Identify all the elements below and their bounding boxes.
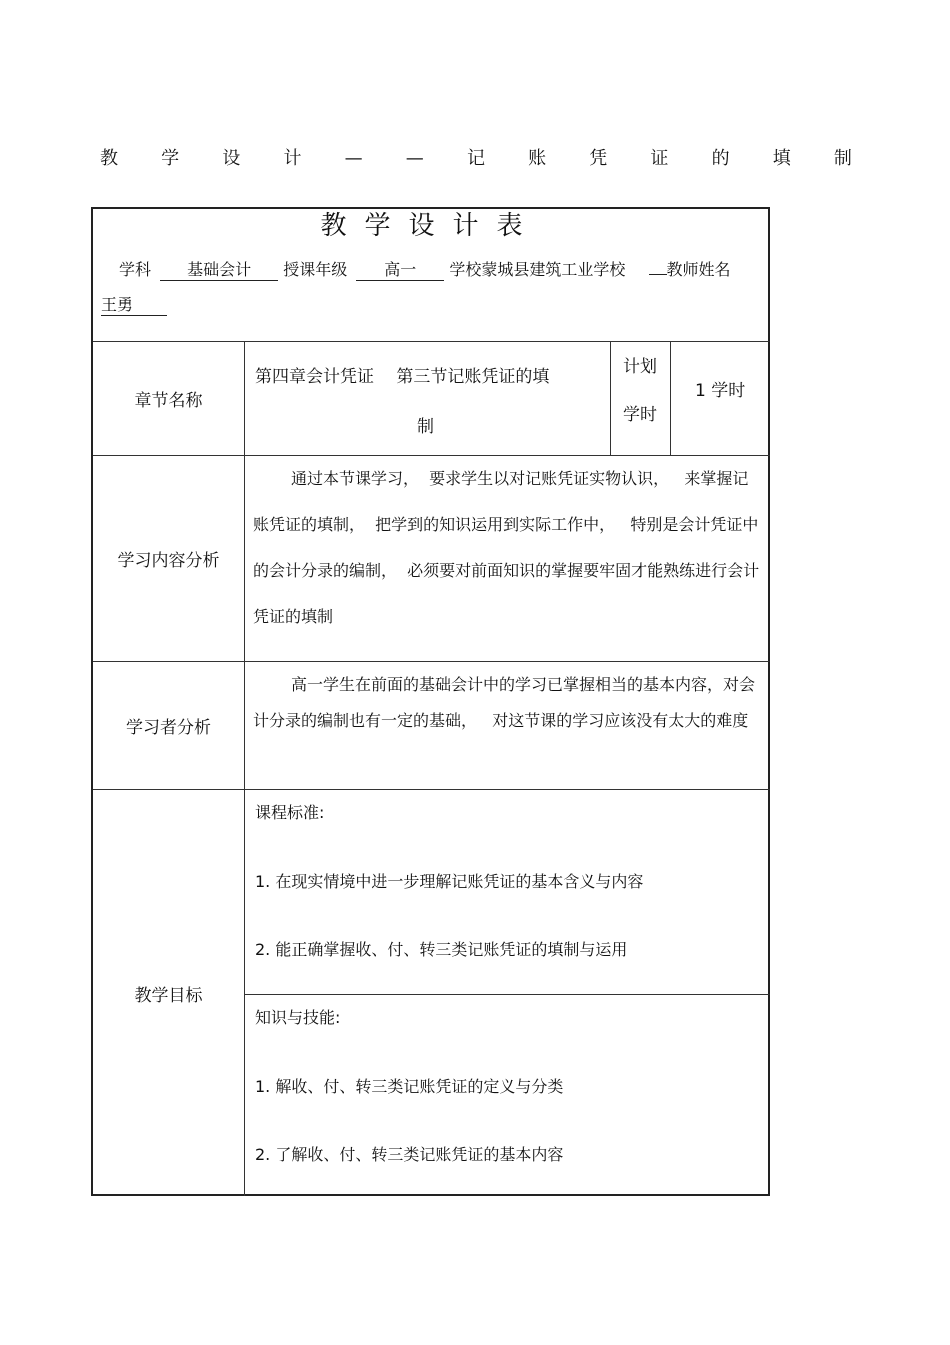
content-analysis-label: 学习内容分析 <box>117 551 220 571</box>
title-char: 凭 <box>589 148 608 169</box>
chapter-label: 章节名称 <box>134 391 203 411</box>
blank-underline <box>649 274 667 275</box>
title-char: 计 <box>283 148 302 169</box>
content-analysis-text: 通过本节课学习， 要求学生以对记账凭证实物认识， 来掌握记账凭证的填制， 把学到的知识运用到实际工作中， 特别是会计凭证中的会计分录的编制， 必须要对前面知识的掌握要牢固才能熟练进行会计凭证的填制 <box>253 469 760 626</box>
curriculum-standards <box>245 790 770 994</box>
plan-hours-value <box>671 342 770 455</box>
plan-label-line2: 学时 <box>623 405 657 425</box>
title-char: 账 <box>528 148 547 169</box>
chapter-name <box>245 342 610 455</box>
teaching-design-table <box>91 207 770 1196</box>
title-char: — <box>405 148 424 169</box>
info-line <box>119 260 731 281</box>
title-char: 证 <box>650 148 669 169</box>
table-title: 教学设计表 <box>320 211 541 241</box>
knowledge-skills <box>245 995 770 1196</box>
curriculum-item: 2. 能正确掌握收、付、转三类记账凭证的填制与运用 <box>255 940 628 959</box>
title-char: 教 <box>100 148 118 169</box>
school-label: 学校 <box>449 260 482 279</box>
title-char: 设 <box>222 148 241 169</box>
learner-analysis-label: 学习者分析 <box>126 718 211 738</box>
plan-hours-label <box>611 342 670 455</box>
chapter-name-line2: 制 <box>417 417 434 437</box>
teacher-line <box>101 295 167 316</box>
skills-item: 1. 解收、付、转三类记账凭证的定义与分类 <box>255 1077 564 1096</box>
title-char: 的 <box>711 148 730 169</box>
curriculum-title: 课程标准: <box>255 803 325 822</box>
title-char: 填 <box>772 148 791 169</box>
title-char: — <box>344 148 363 169</box>
skills-item: 2. 了解收、付、转三类记账凭证的基本内容 <box>255 1145 564 1164</box>
grade-label: 授课年级 <box>283 260 348 279</box>
subject-label: 学科 <box>119 260 152 279</box>
chapter-name-line1: 第四章会计凭证 第三节记账凭证的填 <box>255 367 550 387</box>
curriculum-item: 1. 在现实情境中进一步理解记账凭证的基本含义与内容 <box>255 872 644 891</box>
plan-value-text: 1 学时 <box>695 381 746 401</box>
grade-value: 高一 <box>356 260 444 281</box>
learner-analysis-text: 高一学生在前面的基础会计中的学习已掌握相当的基本内容，对会计分录的编制也有一定的基础， 对这节课的学习应该没有太大的难度 <box>253 675 756 730</box>
subject-value: 基础会计 <box>160 260 278 281</box>
title-char: 制 <box>833 148 852 169</box>
plan-label-line1: 计划 <box>623 357 657 377</box>
title-char: 学 <box>161 148 180 169</box>
teacher-label: 教师姓名 <box>666 260 731 279</box>
skills-title: 知识与技能: <box>255 1008 341 1027</box>
school-value: 蒙城县建筑工业学校 <box>481 260 626 279</box>
objectives-label: 教学目标 <box>134 985 203 1006</box>
title-char: 记 <box>466 148 485 169</box>
page-title <box>100 146 852 172</box>
teacher-value: 王勇 <box>101 295 167 316</box>
